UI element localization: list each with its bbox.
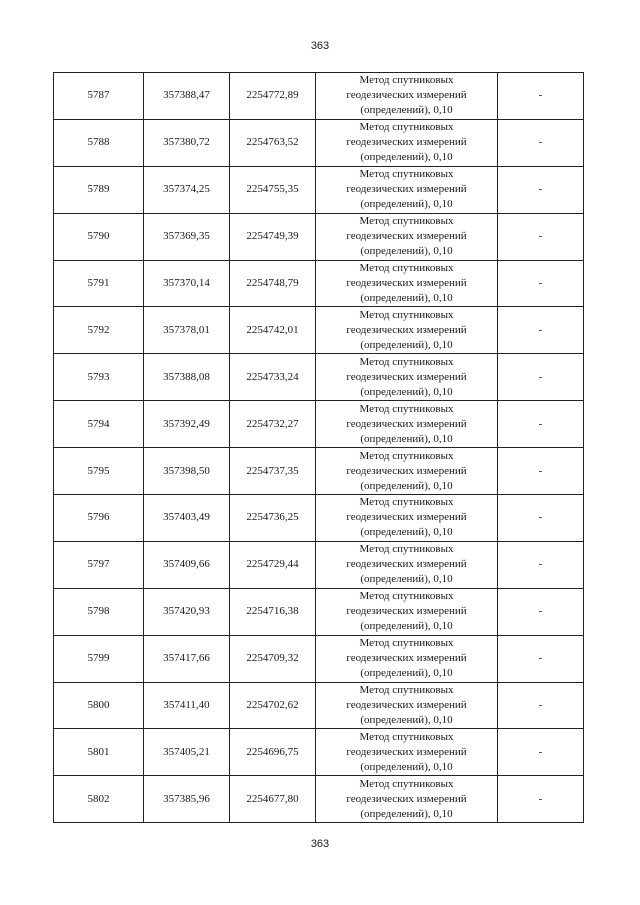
method-line: геодезических измерений <box>346 183 467 196</box>
point-number-cell: 5789 <box>54 166 144 213</box>
x-coordinate-cell: 357403,49 <box>144 495 230 542</box>
point-number-cell: 5790 <box>54 213 144 260</box>
point-number-cell: 5802 <box>54 776 144 823</box>
y-coordinate-cell: 2254696,75 <box>230 729 316 776</box>
note-cell: - <box>498 729 584 776</box>
table-row <box>54 307 584 354</box>
method-line: геодезических измерений <box>346 417 467 430</box>
point-number-cell: 5788 <box>54 119 144 166</box>
method-line: Метод спутниковых <box>359 402 454 415</box>
method-cell <box>316 635 498 682</box>
method-line: (определений), 0,10 <box>360 151 453 164</box>
note-cell: - <box>498 260 584 307</box>
method-cell <box>316 166 498 213</box>
method-line: геодезических измерений <box>346 136 467 149</box>
table-row <box>54 166 584 213</box>
point-number-cell: 5794 <box>54 401 144 448</box>
note-cell: - <box>498 776 584 823</box>
method-cell <box>316 401 498 448</box>
method-line: геодезических измерений <box>346 605 467 618</box>
method-line: (определений), 0,10 <box>360 714 453 727</box>
note-cell: - <box>498 448 584 495</box>
x-coordinate-cell: 357388,08 <box>144 354 230 401</box>
y-coordinate-cell: 2254742,01 <box>230 307 316 354</box>
x-coordinate-cell: 357420,93 <box>144 588 230 635</box>
note-cell: - <box>498 119 584 166</box>
method-line: геодезических измерений <box>346 230 467 243</box>
x-coordinate-cell: 357380,72 <box>144 119 230 166</box>
method-line: Метод спутниковых <box>359 684 454 697</box>
note-cell: - <box>498 682 584 729</box>
x-coordinate-cell: 357374,25 <box>144 166 230 213</box>
method-line: Метод спутниковых <box>359 449 454 462</box>
method-line: (определений), 0,10 <box>360 573 453 586</box>
method-cell <box>316 776 498 823</box>
method-line: Метод спутниковых <box>359 355 454 368</box>
method-line: (определений), 0,10 <box>360 104 453 117</box>
note-cell: - <box>498 307 584 354</box>
point-number-cell: 5792 <box>54 307 144 354</box>
method-line: геодезических измерений <box>346 699 467 712</box>
method-line: Метод спутниковых <box>359 308 454 321</box>
point-number-cell: 5796 <box>54 495 144 542</box>
method-line: (определений), 0,10 <box>360 432 453 445</box>
x-coordinate-cell: 357378,01 <box>144 307 230 354</box>
note-cell: - <box>498 541 584 588</box>
table-row <box>54 729 584 776</box>
point-number-cell: 5798 <box>54 588 144 635</box>
point-number-cell: 5787 <box>54 73 144 120</box>
y-coordinate-cell: 2254702,62 <box>230 682 316 729</box>
method-line: Метод спутниковых <box>359 730 454 743</box>
method-line: Метод спутниковых <box>359 121 454 134</box>
point-number-cell: 5795 <box>54 448 144 495</box>
table-row <box>54 260 584 307</box>
method-line: (определений), 0,10 <box>360 620 453 633</box>
x-coordinate-cell: 357405,21 <box>144 729 230 776</box>
method-line: геодезических измерений <box>346 277 467 289</box>
method-cell <box>316 541 498 588</box>
y-coordinate-cell: 2254772,89 <box>230 73 316 120</box>
point-number-cell: 5799 <box>54 635 144 682</box>
x-coordinate-cell: 357417,66 <box>144 635 230 682</box>
method-line: (определений), 0,10 <box>360 338 453 351</box>
y-coordinate-cell: 2254733,24 <box>230 354 316 401</box>
method-line: Метод спутниковых <box>359 215 454 228</box>
method-line: (определений), 0,10 <box>360 807 453 820</box>
method-line: Метод спутниковых <box>359 74 454 87</box>
method-cell <box>316 260 498 307</box>
method-line: геодезических измерений <box>346 89 467 102</box>
table-row <box>54 776 584 823</box>
y-coordinate-cell: 2254709,32 <box>230 635 316 682</box>
table-row <box>54 682 584 729</box>
method-line: Метод спутниковых <box>359 496 454 509</box>
coordinates-table-body <box>54 73 584 823</box>
method-line: геодезических измерений <box>346 464 467 477</box>
point-number-cell: 5797 <box>54 541 144 588</box>
y-coordinate-cell: 2254763,52 <box>230 119 316 166</box>
x-coordinate-cell: 357370,14 <box>144 260 230 307</box>
x-coordinate-cell: 357385,96 <box>144 776 230 823</box>
page-number-top: 363 <box>310 40 330 52</box>
y-coordinate-cell: 2254737,35 <box>230 448 316 495</box>
method-cell <box>316 307 498 354</box>
method-line: геодезических измерений <box>346 745 467 758</box>
method-line: (определений), 0,10 <box>360 526 453 539</box>
method-line: Метод спутниковых <box>359 637 454 650</box>
note-cell: - <box>498 635 584 682</box>
note-cell: - <box>498 73 584 120</box>
y-coordinate-cell: 2254736,25 <box>230 495 316 542</box>
method-line: геодезических измерений <box>346 370 467 383</box>
x-coordinate-cell: 357388,47 <box>144 73 230 120</box>
y-coordinate-cell: 2254716,38 <box>230 588 316 635</box>
method-line: (определений), 0,10 <box>360 292 453 304</box>
x-coordinate-cell: 357398,50 <box>144 448 230 495</box>
page-number-bottom: 363 <box>310 838 330 850</box>
table-row <box>54 588 584 635</box>
coordinates-table <box>53 72 584 823</box>
method-cell <box>316 495 498 542</box>
method-line: геодезических измерений <box>346 792 467 805</box>
table-row <box>54 495 584 542</box>
method-cell <box>316 73 498 120</box>
note-cell: - <box>498 354 584 401</box>
point-number-cell: 5800 <box>54 682 144 729</box>
method-cell <box>316 213 498 260</box>
table-row <box>54 448 584 495</box>
method-line: геодезических измерений <box>346 323 467 336</box>
x-coordinate-cell: 357409,66 <box>144 541 230 588</box>
table-row <box>54 73 584 120</box>
method-cell <box>316 682 498 729</box>
method-cell <box>316 729 498 776</box>
y-coordinate-cell: 2254729,44 <box>230 541 316 588</box>
note-cell: - <box>498 213 584 260</box>
method-line: геодезических измерений <box>346 511 467 524</box>
method-line: Метод спутниковых <box>359 168 454 181</box>
x-coordinate-cell: 357411,40 <box>144 682 230 729</box>
note-cell: - <box>498 588 584 635</box>
method-line: (определений), 0,10 <box>360 198 453 211</box>
method-line: (определений), 0,10 <box>360 479 453 492</box>
method-cell <box>316 588 498 635</box>
method-line: (определений), 0,10 <box>360 245 453 258</box>
point-number-cell: 5791 <box>54 260 144 307</box>
method-line: Метод спутниковых <box>359 543 454 556</box>
y-coordinate-cell: 2254755,35 <box>230 166 316 213</box>
x-coordinate-cell: 357392,49 <box>144 401 230 448</box>
y-coordinate-cell: 2254677,80 <box>230 776 316 823</box>
note-cell: - <box>498 166 584 213</box>
y-coordinate-cell: 2254748,79 <box>230 260 316 307</box>
table-row <box>54 213 584 260</box>
note-cell: - <box>498 495 584 542</box>
table-row <box>54 635 584 682</box>
x-coordinate-cell: 357369,35 <box>144 213 230 260</box>
method-line: геодезических измерений <box>346 652 467 665</box>
method-line: Метод спутниковых <box>359 262 454 274</box>
method-line: Метод спутниковых <box>359 590 454 603</box>
note-cell: - <box>498 401 584 448</box>
table-row <box>54 401 584 448</box>
method-line: Метод спутниковых <box>359 777 454 790</box>
table-row <box>54 541 584 588</box>
table-row <box>54 354 584 401</box>
method-cell <box>316 354 498 401</box>
method-line: (определений), 0,10 <box>360 760 453 773</box>
method-line: геодезических измерений <box>346 558 467 571</box>
table-row <box>54 119 584 166</box>
method-line: (определений), 0,10 <box>360 667 453 680</box>
method-cell <box>316 448 498 495</box>
y-coordinate-cell: 2254749,39 <box>230 213 316 260</box>
point-number-cell: 5793 <box>54 354 144 401</box>
method-line: (определений), 0,10 <box>360 385 453 398</box>
y-coordinate-cell: 2254732,27 <box>230 401 316 448</box>
method-cell <box>316 119 498 166</box>
point-number-cell: 5801 <box>54 729 144 776</box>
